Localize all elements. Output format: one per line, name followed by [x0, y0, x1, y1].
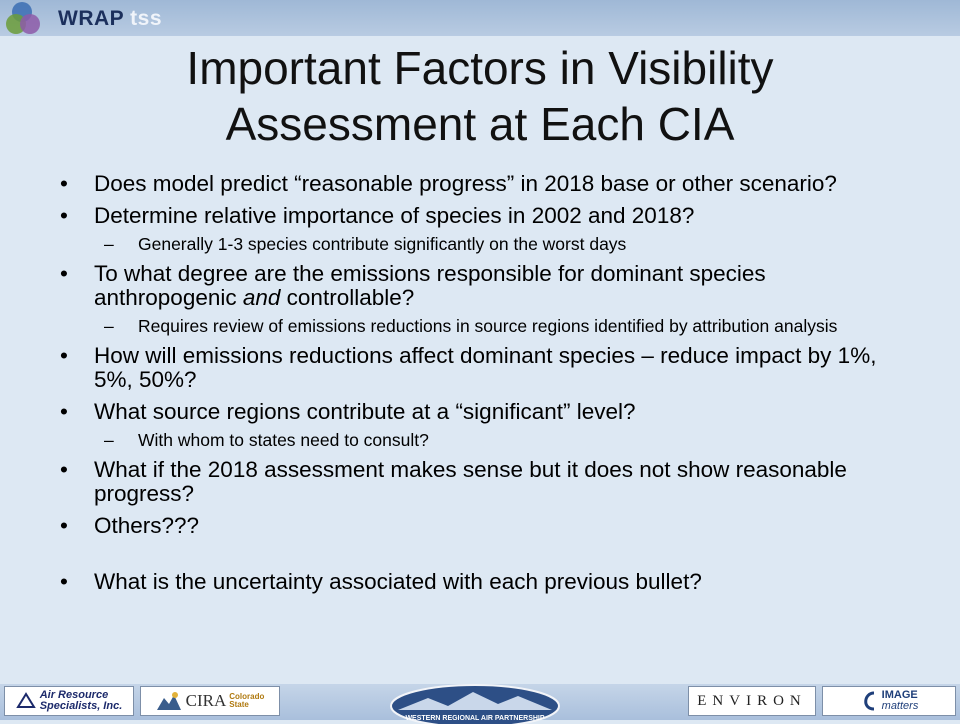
im-line-1: IMAGE	[881, 689, 918, 701]
bullet-item	[60, 204, 910, 228]
cira-state-line-2: State	[229, 700, 249, 709]
dash-glyph: –	[104, 234, 114, 254]
bullet-text: How will emissions reductions affect dominant species – reduce impact by 1%, 5%, 50%?	[94, 343, 877, 392]
bullet-item	[60, 172, 910, 196]
logo-suffix: tss	[130, 7, 163, 30]
bullet-glyph: •	[60, 513, 68, 538]
bullet-text-end: controllable?	[280, 285, 415, 310]
dash-glyph: –	[104, 316, 114, 336]
bullet-glyph: •	[60, 171, 68, 196]
title-line-1: Important Factors in Visibility	[186, 42, 774, 94]
wrap-banner-text: WESTERN REGIONAL AIR PARTNERSHIP	[405, 715, 545, 722]
ars-line-1: Air Resource	[39, 689, 109, 701]
header-band	[0, 0, 960, 36]
sub-bullet-text: Generally 1-3 species contribute significantly on the worst days	[138, 234, 627, 254]
bullet-text: Determine relative importance of species in 2002 and 2018?	[94, 203, 695, 228]
wrap-tss-logo	[6, 2, 162, 36]
bullet-item	[60, 514, 910, 538]
air-resource-specialists-logo	[4, 686, 134, 716]
image-matters-mark-icon	[860, 690, 878, 712]
bullet-text: What if the 2018 assessment makes sense but it does not show reasonable progress?	[94, 457, 847, 506]
bullet-text: What is the uncertainty associated with each previous bullet?	[94, 569, 702, 594]
cira-state-line-1: Colorado	[229, 692, 265, 701]
title-line-2: Assessment at Each CIA	[225, 98, 735, 150]
bullet-glyph: •	[60, 569, 68, 594]
wrap-partnership-logo	[388, 684, 562, 724]
bullet-text-emphasis: and	[242, 285, 281, 310]
sub-bullet-item	[60, 430, 910, 450]
image-matters-logo	[822, 686, 956, 716]
bullet-glyph: •	[60, 261, 68, 286]
sub-bullet-item	[60, 234, 910, 254]
bullet-glyph: •	[60, 457, 68, 482]
ars-mark-icon	[16, 691, 36, 711]
slide-title	[60, 40, 900, 152]
bullet-text-start: To what degree are the emissions responsible for dominant species anthropogenic	[94, 261, 766, 310]
cira-logo	[140, 686, 280, 716]
bullet-item	[60, 262, 910, 310]
bullet-glyph: •	[60, 343, 68, 368]
environ-logo	[688, 686, 816, 716]
bullet-item	[60, 458, 910, 506]
environ-text: ENVIRON	[697, 692, 807, 709]
bullet-item	[60, 570, 910, 594]
wrap-circles-icon	[6, 2, 50, 36]
bullet-glyph: •	[60, 399, 68, 424]
bullet-text: What source regions contribute at a “significant” level?	[94, 399, 636, 424]
sub-bullet-text: Requires review of emissions reductions in source regions identified by attribution analysis	[138, 316, 838, 336]
sub-bullet-item	[60, 316, 910, 336]
bullet-item	[60, 344, 910, 392]
sub-bullet-text: With whom to states need to consult?	[138, 430, 429, 450]
dash-glyph: –	[104, 430, 114, 450]
bullet-text: Others???	[94, 513, 200, 538]
footer-logo-bar	[0, 684, 960, 720]
cira-text: CIRA	[185, 691, 227, 710]
im-line-2: matters	[881, 700, 919, 712]
bullet-glyph: •	[60, 203, 68, 228]
cira-mountain-icon	[156, 690, 182, 712]
bullet-item	[60, 400, 910, 424]
ars-line-2: Specialists, Inc.	[39, 700, 123, 712]
bullet-text: Does model predict “reasonable progress” in 2018 base or other scenario?	[94, 171, 837, 196]
bullet-list	[60, 172, 910, 594]
logo-name: WRAP	[58, 7, 125, 30]
